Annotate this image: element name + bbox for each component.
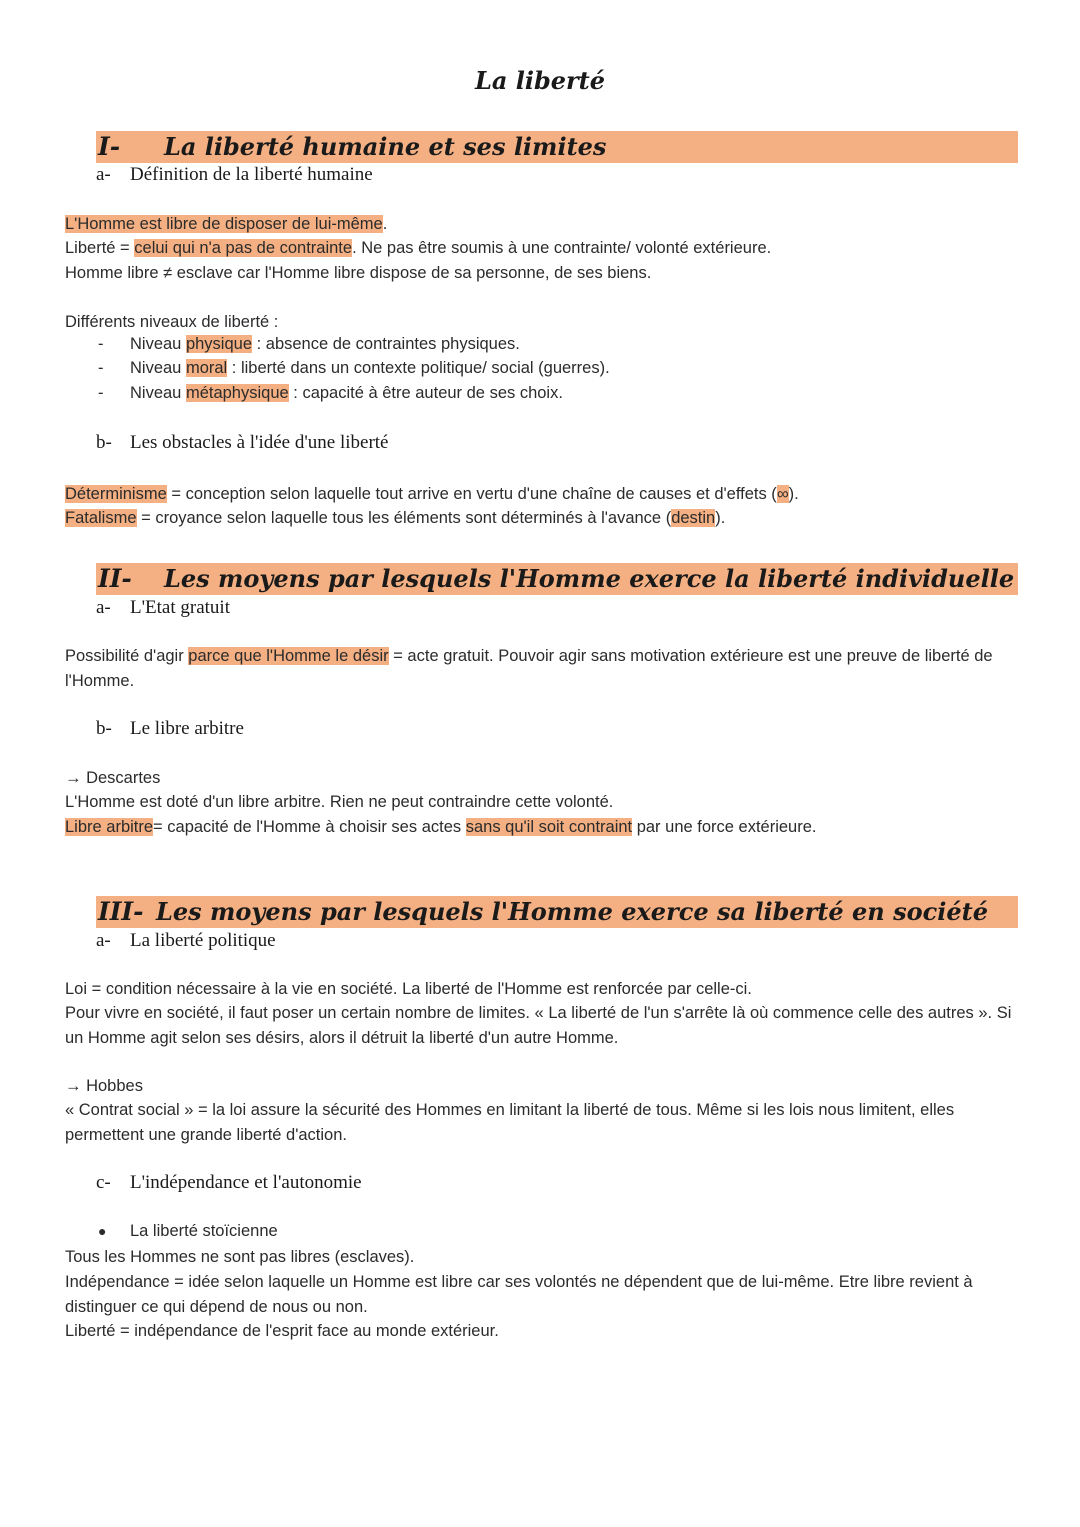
highlight: métaphysique — [185, 384, 289, 402]
subsection-title: Les obstacles à l'idée d'une liberté — [130, 432, 389, 453]
subsection-2a — [96, 597, 230, 619]
dash-bullet: - — [98, 335, 104, 353]
subsection-letter: b- — [96, 718, 112, 739]
paragraph: Pour vivre en société, il faut poser un certain nombre de limites. « La liberté de l'un s'arrête là où commence celle des autres ». Si un Homme agit selon ses désirs, alors il détruit la liberté d'un autre Homme. — [65, 1004, 1012, 1047]
reference-author: → Hobbes — [65, 1077, 143, 1095]
subsection-1b — [96, 432, 389, 454]
bullet-dot-icon: ● — [98, 1223, 107, 1239]
highlight: Déterminisme — [65, 485, 167, 503]
subsection-letter: c- — [96, 1172, 111, 1193]
section-2-title: Les moyens par lesquels l'Homme exerce la liberté individuelle — [164, 564, 1015, 593]
section-3-number: III- — [98, 897, 144, 926]
paragraph: Tous les Hommes ne sont pas libres (esclaves). — [65, 1248, 415, 1266]
highlight: parce que l'Homme le désir — [188, 647, 389, 665]
subsection-3c — [96, 1172, 362, 1194]
subsection-2b — [96, 718, 244, 740]
highlight: destin — [671, 509, 716, 527]
paragraph: « Contrat social » = la loi assure la sécurité des Hommes en limitant la liberté de tous. Même si les lois nous limitent, elles permettent une grande liberté d'action. — [65, 1101, 955, 1144]
subsection-letter: a- — [96, 164, 111, 185]
highlight: sans qu'il soit contraint — [465, 818, 633, 836]
section-1-title: La liberté humaine et ses limites — [164, 132, 607, 161]
highlight: Libre arbitre — [65, 818, 154, 836]
paragraph: Homme libre ≠ esclave car l'Homme libre dispose de sa personne, de ses biens. — [65, 264, 652, 282]
list-intro: Différents niveaux de liberté : — [65, 313, 279, 331]
section-1-header — [96, 131, 1018, 163]
highlight: celui qui n'a pas de contrainte — [134, 239, 353, 257]
highlight: ∞ — [776, 485, 789, 503]
page-title: La liberté — [474, 66, 606, 95]
reference-author: → Descartes — [65, 769, 161, 787]
section-1-number: I- — [98, 132, 121, 161]
paragraph: Liberté = celui qui n'a pas de contrainte. Ne pas être soumis à une contrainte/ volonté extérieure. — [65, 239, 772, 257]
subsection-letter: a- — [96, 930, 111, 951]
subsection-title: L'indépendance et l'autonomie — [130, 1172, 362, 1193]
subsection-letter: b- — [96, 432, 112, 453]
list-item: Niveau moral : liberté dans un contexte politique/ social (guerres). — [130, 359, 610, 377]
subsection-letter: a- — [96, 597, 111, 618]
subsection-title: La liberté politique — [130, 930, 276, 951]
paragraph: Indépendance = idée selon laquelle un Homme est libre car ses volontés ne dépendent que de lui-même. Etre libre revient à distinguer ce qui dépend de nous ou non. — [65, 1273, 973, 1316]
highlight: Fatalisme — [65, 509, 137, 527]
highlight: physique — [185, 335, 253, 353]
highlight: moral — [185, 359, 228, 377]
paragraph: L'Homme est doté d'un libre arbitre. Rien ne peut contraindre cette volonté. — [65, 793, 614, 811]
subsection-1a — [96, 164, 373, 186]
highlight: L'Homme est libre de disposer de lui-même — [65, 215, 383, 233]
section-3-header — [96, 896, 1018, 928]
section-3-title: Les moyens par lesquels l'Homme exerce sa liberté en société — [156, 897, 988, 926]
subsection-title: L'Etat gratuit — [130, 597, 230, 618]
paragraph: Liberté = indépendance de l'esprit face au monde extérieur. — [65, 1322, 499, 1340]
paragraph: L'Homme est libre de disposer de lui-même. — [65, 215, 388, 233]
list-item: Niveau métaphysique : capacité à être auteur de ses choix. — [130, 384, 563, 402]
subsection-title: Le libre arbitre — [130, 718, 244, 739]
list-item: La liberté stoïcienne — [130, 1222, 278, 1240]
section-2-number: II- — [98, 564, 132, 593]
paragraph: Déterminisme = conception selon laquelle tout arrive en vertu d'une chaîne de causes et d'effets (∞). — [65, 485, 799, 503]
paragraph: Libre arbitre= capacité de l'Homme à choisir ses actes sans qu'il soit contraint par une force extérieure. — [65, 818, 817, 836]
subsection-3a — [96, 930, 276, 952]
paragraph: Fatalisme = croyance selon laquelle tous les éléments sont déterminés à l'avance (destin). — [65, 509, 726, 527]
dash-bullet: - — [98, 359, 104, 377]
dash-bullet: - — [98, 384, 104, 402]
subsection-title: Définition de la liberté humaine — [130, 164, 373, 185]
section-2-header — [96, 563, 1018, 595]
paragraph: Loi = condition nécessaire à la vie en société. La liberté de l'Homme est renforcée par celle-ci. — [65, 980, 752, 998]
paragraph: Possibilité d'agir parce que l'Homme le désir = acte gratuit. Pouvoir agir sans motivation extérieure est une preuve de liberté de l'Homme. — [65, 647, 993, 690]
list-item: Niveau physique : absence de contraintes physiques. — [130, 335, 520, 353]
